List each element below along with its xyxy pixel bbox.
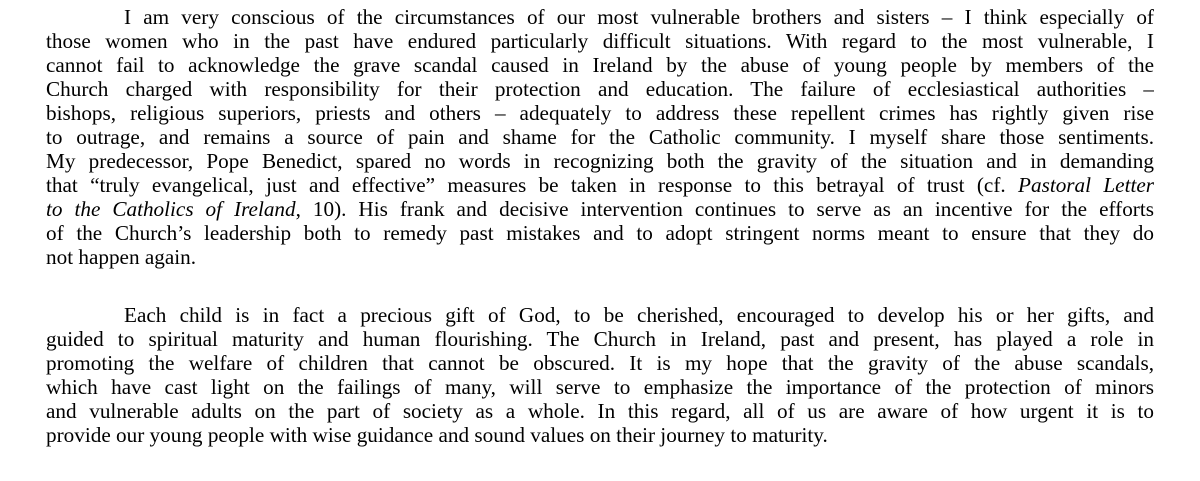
- citation-title-part-2: to the Catholics of Ireland: [46, 197, 296, 221]
- line-8-text: that “truly evangelical, just and effective” measures be taken in response to this betrayal of trust (cf.: [46, 173, 1019, 197]
- paragraph-1-line-5: bishops, religious superiors, priests and others – adequately to address these repellent crimes has rightly given rise: [46, 101, 1154, 125]
- paragraph-2-line-4: which have cast light on the failings of many, will serve to emphasize the importance of the protection of minors: [46, 375, 1154, 399]
- paragraph-1-line-1: I am very conscious of the circumstances of our most vulnerable brothers and sisters – I think especially of: [124, 5, 1154, 29]
- paragraph-1-line-8: [46, 172, 1154, 198]
- paragraph-2-line-5: and vulnerable adults on the part of society as a whole. In this regard, all of us are aware of how urgent it is to: [46, 399, 1154, 423]
- citation-title-part-1: Pastoral Letter: [1018, 173, 1154, 197]
- paragraph-1-line-9: [46, 196, 1154, 222]
- paragraph-1-line-11: not happen again.: [46, 245, 197, 269]
- line-9-text: , 10). His frank and decisive intervention continues to serve as an incentive for the efforts: [295, 197, 1154, 221]
- paragraph-2-line-6: provide our young people with wise guidance and sound values on their journey to maturity.: [46, 423, 828, 447]
- paragraph-1-line-4: Church charged with responsibility for their protection and education. The failure of ecclesiastical authorities –: [46, 77, 1154, 101]
- paragraph-2-line-3: promoting the welfare of children that cannot be obscured. It is my hope that the gravity of the abuse scandals,: [46, 351, 1154, 375]
- paragraph-1-line-6: to outrage, and remains a source of pain and shame for the Catholic community. I myself share those sentiments.: [46, 125, 1154, 149]
- paragraph-1-line-7: My predecessor, Pope Benedict, spared no words in recognizing both the gravity of the situation and in demanding: [46, 149, 1154, 173]
- paragraph-2-line-1: Each child is in fact a precious gift of God, to be cherished, encouraged to develop his or her gifts, and: [124, 303, 1154, 327]
- paragraph-1-line-10: of the Church’s leadership both to remedy past mistakes and to adopt stringent norms meant to ensure that they do: [46, 221, 1154, 245]
- paragraph-1-line-3: cannot fail to acknowledge the grave scandal caused in Ireland by the abuse of young people by members of the: [46, 53, 1154, 77]
- paragraph-1-line-2: those women who in the past have endured particularly difficult situations. With regard to the most vulnerable, I: [46, 29, 1154, 53]
- paragraph-2-line-2: guided to spiritual maturity and human flourishing. The Church in Ireland, past and present, has played a role in: [46, 327, 1154, 351]
